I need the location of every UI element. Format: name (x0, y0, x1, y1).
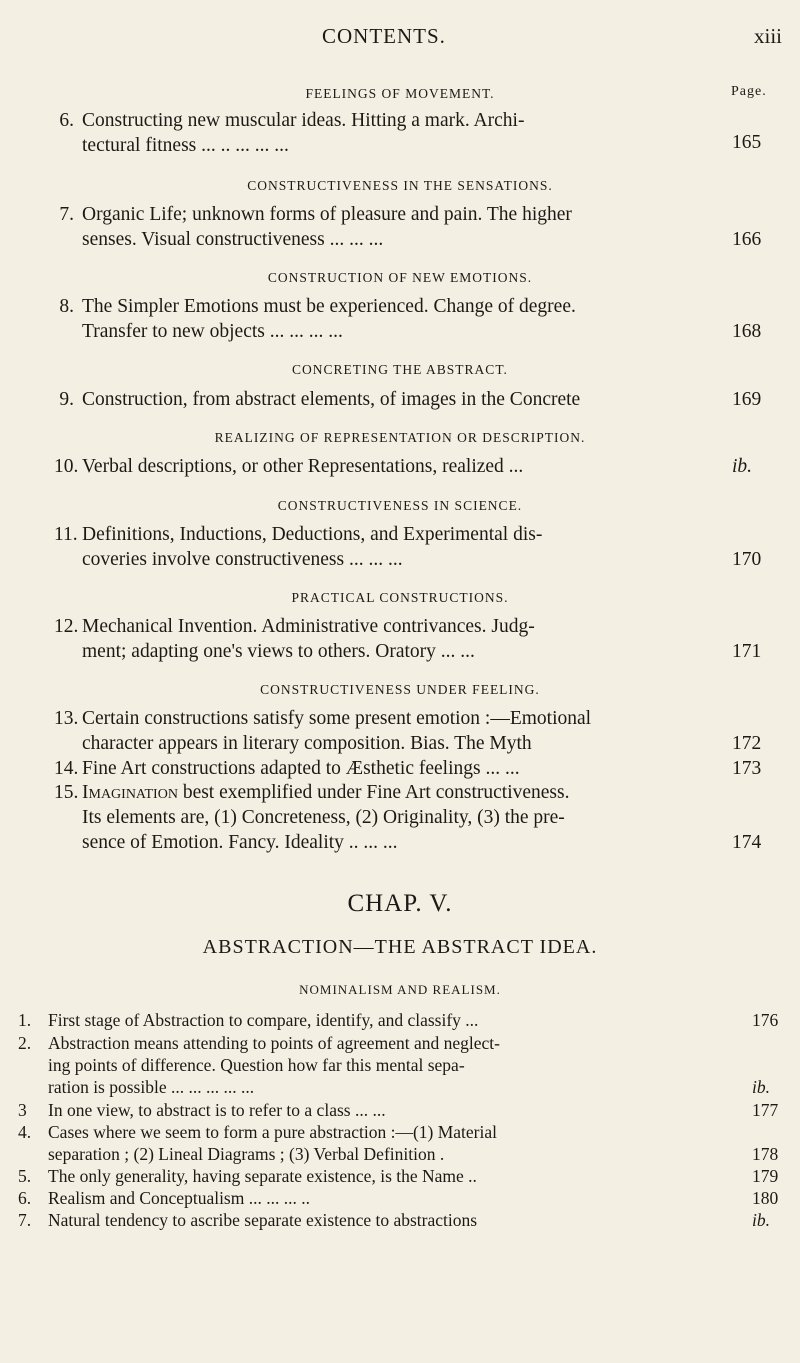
entry-page: 179 (752, 1166, 779, 1186)
section-heading: CONCRETING THE ABSTRACT. (292, 362, 508, 377)
entry-text: First stage of Abstraction to compare, identify, and classify ... (48, 1010, 479, 1030)
entry-page: 168 (732, 321, 762, 342)
entry-number: 13. (54, 708, 79, 729)
entry-text: Verbal descriptions, or other Representations, realized ... (82, 456, 524, 477)
entry-page: ib. (752, 1210, 770, 1230)
entry-text: The only generality, having separate existence, is the Name .. (48, 1166, 477, 1186)
entry-text: character appears in literary composition. Bias. The Myth (82, 733, 532, 754)
entry-text: ing points of difference. Question how far this mental sepa- (48, 1055, 465, 1075)
entry-page: 166 (732, 229, 762, 250)
section-heading: CONSTRUCTIVENESS IN SCIENCE. (277, 498, 523, 513)
entry-text: In one view, to abstract is to refer to a class ... ... (48, 1100, 386, 1120)
entry-number: 7. (18, 1210, 32, 1230)
section-heading: REALIZING OF REPRESENTATION OR DESCRIPTION. (214, 430, 586, 445)
entry-page: 173 (732, 758, 762, 779)
entry-number: 3 (18, 1100, 27, 1120)
running-title: CONTENTS. (322, 24, 446, 48)
section-heading: CONSTRUCTIVENESS IN THE SENSATIONS. (247, 178, 553, 193)
entry-page: 169 (732, 389, 762, 410)
page-column-label: Page. (731, 84, 767, 99)
running-header (0, 20, 800, 60)
entry-number: 5. (18, 1166, 32, 1186)
chapter-subtitle: ABSTRACTION—THE ABSTRACT IDEA. (202, 936, 598, 958)
entry-number: 10. (54, 456, 79, 477)
entry-number: 12. (54, 616, 79, 637)
entry-number: 11. (54, 524, 78, 545)
entry-text: Construction, from abstract elements, of images in the Concrete (82, 389, 581, 410)
entry-number: 2. (18, 1033, 32, 1053)
entry-number: 6. (18, 1188, 32, 1208)
entry-number: 1. (18, 1010, 32, 1030)
section-heading: FEELINGS OF MOVEMENT. (305, 86, 495, 101)
entry-text (82, 782, 569, 804)
entry-number: 6. (59, 110, 74, 131)
entry-text: Natural tendency to ascribe separate existence to abstractions (48, 1210, 478, 1230)
entry-number: 9. (59, 389, 74, 410)
entry-text: senses. Visual constructiveness ... ... ... (82, 229, 384, 250)
entry-text: tectural fitness ... .. ... ... ... (82, 135, 289, 156)
entry-text: Transfer to new objects ... ... ... ... (82, 321, 343, 342)
section-heading: NOMINALISM AND REALISM. (299, 982, 501, 997)
entry-text: Organic Life; unknown forms of pleasure and pain. The higher (82, 204, 572, 225)
chapter-title: CHAP. V. (347, 890, 453, 917)
entry-page: 171 (732, 641, 762, 662)
entry-number: 14. (54, 758, 79, 779)
entry-text: Abstraction means attending to points of agreement and neglect- (48, 1033, 500, 1053)
entry-page: 176 (752, 1010, 779, 1030)
entry-page: 174 (732, 832, 762, 853)
section-heading: CONSTRUCTION OF NEW EMOTIONS. (267, 270, 533, 285)
entry-text: ration is possible ... ... ... ... ... (48, 1077, 255, 1097)
entry-text-rest: best exemplified under Fine Art constructiveness. (177, 782, 570, 803)
entry-text: ment; adapting one's views to others. Oratory ... ... (82, 641, 475, 662)
entry-lead: Imagination (82, 782, 178, 803)
entry-text: separation ; (2) Lineal Diagrams ; (3) Verbal Definition . (48, 1144, 445, 1164)
entry-text: Mechanical Invention. Administrative contrivances. Judg- (82, 616, 535, 637)
entry-page: ib. (732, 456, 753, 477)
page-number: xiii (754, 24, 783, 48)
entry-text: coveries involve constructiveness ... ... ... (82, 549, 403, 570)
entry-page: ib. (752, 1077, 770, 1097)
entry-number: 8. (59, 296, 74, 317)
entry-text: Cases where we seem to form a pure abstraction :—(1) Material (48, 1122, 498, 1142)
entry-text: Its elements are, (1) Concreteness, (2) Originality, (3) the pre- (82, 807, 565, 828)
entry-page: 165 (732, 132, 762, 153)
entry-number: 15. (54, 782, 79, 803)
entry-text: Realism and Conceptualism ... ... ... .. (48, 1188, 310, 1208)
entry-text: The Simpler Emotions must be experienced. Change of degree. (82, 296, 576, 317)
entry-page: 180 (752, 1188, 779, 1208)
entry-number: 7. (59, 204, 74, 225)
entry-text: Constructing new muscular ideas. Hitting a mark. Archi- (82, 110, 525, 131)
entry-text: Fine Art constructions adapted to Æsthetic feelings ... ... (82, 758, 520, 779)
entry-text: Definitions, Inductions, Deductions, and Experimental dis- (82, 524, 543, 545)
section-heading: CONSTRUCTIVENESS UNDER FEELING. (260, 682, 540, 697)
entry-page: 172 (732, 733, 762, 754)
entry-text: sence of Emotion. Fancy. Ideality .. ... ... (82, 832, 398, 853)
entry-text: Certain constructions satisfy some present emotion :—Emotional (82, 708, 592, 729)
entry-page: 177 (752, 1100, 779, 1120)
entry-page: 170 (732, 549, 762, 570)
entry-page: 178 (752, 1144, 779, 1164)
entry-number: 4. (18, 1122, 32, 1142)
section-heading: PRACTICAL CONSTRUCTIONS. (291, 590, 509, 605)
